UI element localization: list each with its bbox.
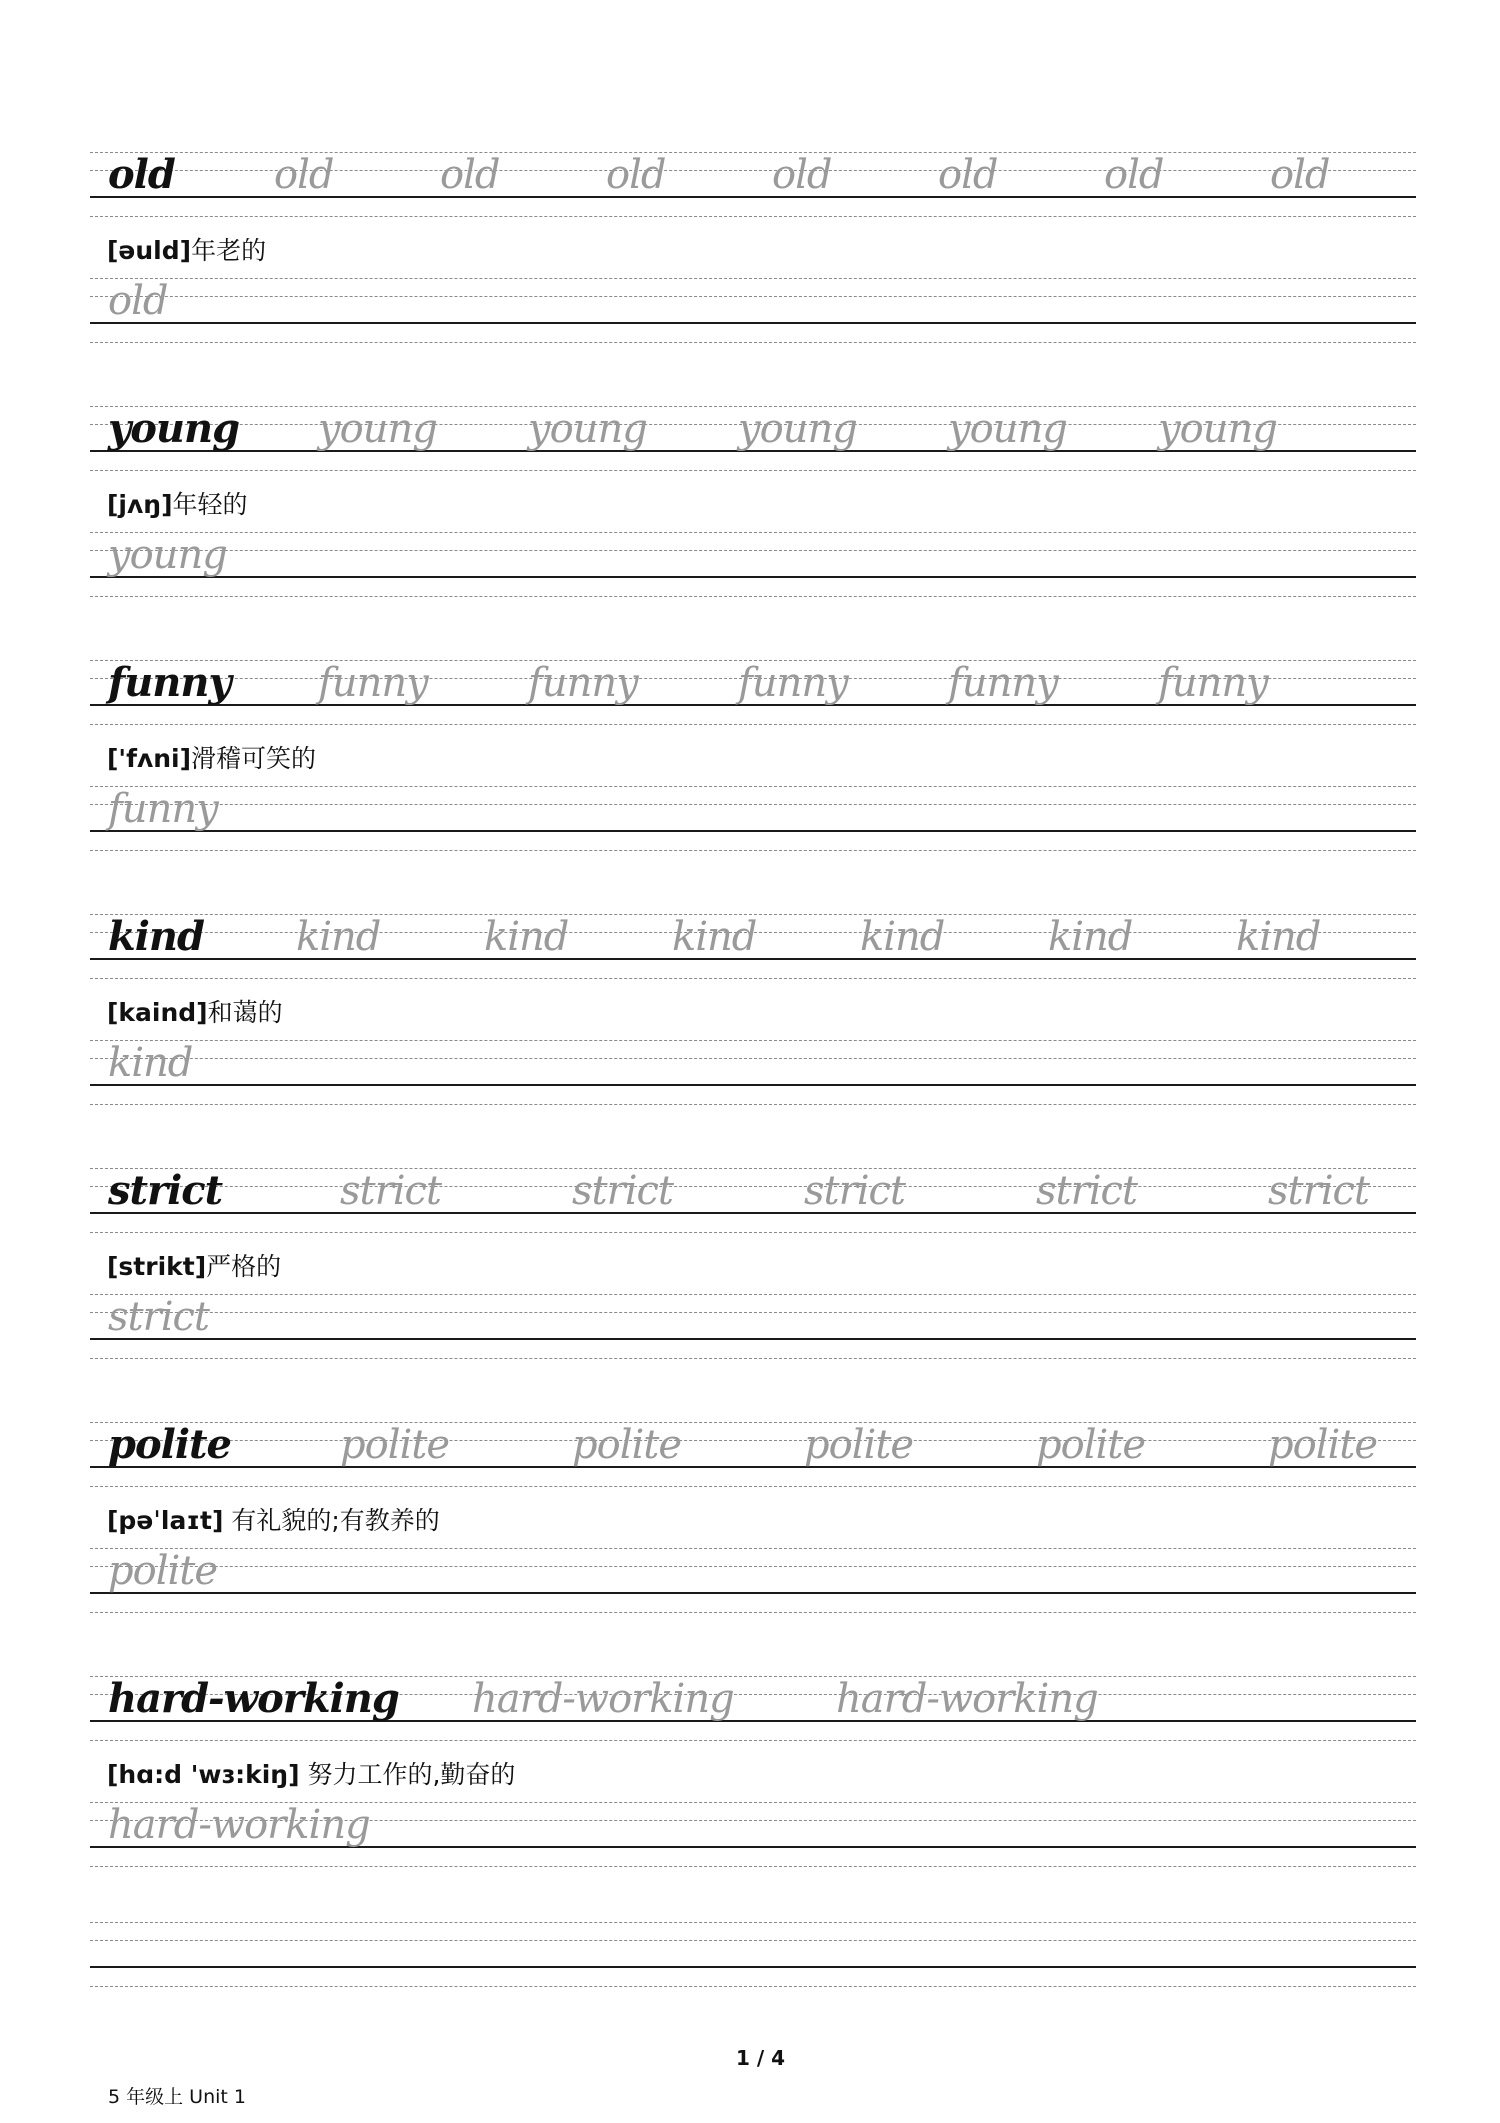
model-writing-band bbox=[90, 914, 1416, 978]
phonetic: [kaind] bbox=[107, 998, 208, 1027]
trace-word: funny bbox=[1158, 660, 1268, 706]
practice-trace-word: strict bbox=[108, 1294, 209, 1340]
phonetic-meaning bbox=[107, 742, 316, 776]
model-word: polite bbox=[108, 1421, 231, 1468]
meaning: 努力工作的,勤奋的 bbox=[299, 1760, 516, 1789]
meaning: 和蔼的 bbox=[207, 998, 283, 1027]
trace-word: kind bbox=[672, 914, 757, 960]
trace-word: hard-working bbox=[472, 1676, 734, 1722]
meaning: 年老的 bbox=[191, 236, 267, 265]
phonetic: [hɑ:d 'wɜ:kiŋ] bbox=[107, 1760, 300, 1789]
practice-writing-band bbox=[90, 1802, 1416, 1866]
practice-writing-band bbox=[90, 786, 1416, 850]
trace-word: strict bbox=[1036, 1168, 1137, 1214]
practice-writing-band bbox=[90, 278, 1416, 342]
trace-word: old bbox=[440, 152, 500, 198]
trace-word: old bbox=[606, 152, 666, 198]
trace-word: polite bbox=[572, 1422, 682, 1468]
trace-word: young bbox=[948, 406, 1067, 452]
model-word: kind bbox=[108, 913, 204, 960]
trace-word: strict bbox=[572, 1168, 673, 1214]
trace-word: funny bbox=[738, 660, 848, 706]
trace-word: funny bbox=[948, 660, 1058, 706]
trace-word: strict bbox=[340, 1168, 441, 1214]
phonetic-meaning bbox=[107, 1504, 440, 1538]
phonetic-meaning bbox=[107, 1250, 281, 1284]
phonetic: [jʌŋ] bbox=[107, 490, 173, 519]
phonetic-meaning bbox=[107, 996, 283, 1030]
meaning: 滑稽可笑的 bbox=[191, 744, 317, 773]
practice-trace-word: old bbox=[108, 278, 168, 324]
trace-word: old bbox=[274, 152, 334, 198]
trace-word: kind bbox=[1048, 914, 1133, 960]
trace-word: kind bbox=[484, 914, 569, 960]
trace-word: old bbox=[1270, 152, 1330, 198]
practice-writing-band bbox=[90, 1040, 1416, 1104]
trace-word: strict bbox=[1268, 1168, 1369, 1214]
trace-word: funny bbox=[528, 660, 638, 706]
practice-writing-band bbox=[90, 1294, 1416, 1358]
unit-label: 5 年级上 Unit 1 bbox=[108, 2086, 246, 2108]
vocab-entry-old bbox=[0, 152, 1500, 406]
phonetic: [strikt] bbox=[107, 1252, 207, 1281]
phonetic: [pəˈlaɪt] bbox=[107, 1506, 224, 1535]
practice-writing-band bbox=[90, 1548, 1416, 1612]
model-word: old bbox=[108, 151, 175, 198]
blank-practice-band bbox=[90, 1922, 1416, 1986]
meaning: 年轻的 bbox=[172, 490, 248, 519]
vocab-entry-hard-working bbox=[0, 1676, 1500, 1930]
practice-trace-word: young bbox=[108, 532, 227, 578]
trace-word: old bbox=[1104, 152, 1164, 198]
phonetic-meaning bbox=[107, 1758, 515, 1792]
trace-word: old bbox=[772, 152, 832, 198]
phonetic: [əuld] bbox=[107, 236, 192, 265]
practice-trace-word: polite bbox=[108, 1548, 218, 1594]
meaning: 严格的 bbox=[206, 1252, 282, 1281]
trace-word: young bbox=[738, 406, 857, 452]
trace-word: polite bbox=[1268, 1422, 1378, 1468]
meaning: 有礼貌的;有教养的 bbox=[223, 1506, 440, 1535]
trace-word: polite bbox=[340, 1422, 450, 1468]
model-word: strict bbox=[108, 1167, 223, 1214]
vocab-entry-young bbox=[0, 406, 1500, 660]
model-word: young bbox=[108, 405, 240, 452]
phonetic-meaning bbox=[107, 488, 248, 522]
trace-word: hard-working bbox=[836, 1676, 1098, 1722]
trace-word: old bbox=[938, 152, 998, 198]
model-writing-band bbox=[90, 406, 1416, 470]
model-word: hard-working bbox=[108, 1675, 399, 1722]
model-writing-band bbox=[90, 1676, 1416, 1740]
trace-word: young bbox=[528, 406, 647, 452]
trace-word: polite bbox=[804, 1422, 914, 1468]
practice-trace-word: kind bbox=[108, 1040, 193, 1086]
model-writing-band bbox=[90, 152, 1416, 216]
trace-word: young bbox=[1158, 406, 1277, 452]
trace-word: funny bbox=[318, 660, 428, 706]
practice-trace-word: hard-working bbox=[108, 1802, 370, 1848]
vocab-entry-kind bbox=[0, 914, 1500, 1168]
phonetic: ['fʌni] bbox=[107, 744, 192, 773]
trace-word: strict bbox=[804, 1168, 905, 1214]
vocab-entry-strict bbox=[0, 1168, 1500, 1422]
model-word: funny bbox=[108, 659, 231, 706]
practice-writing-band bbox=[90, 532, 1416, 596]
phonetic-meaning bbox=[107, 234, 266, 268]
model-writing-band bbox=[90, 1168, 1416, 1232]
model-writing-band bbox=[90, 1422, 1416, 1486]
practice-trace-word: funny bbox=[108, 786, 218, 832]
page-number: 1 / 4 bbox=[736, 2046, 786, 2070]
trace-word: kind bbox=[860, 914, 945, 960]
model-writing-band bbox=[90, 660, 1416, 724]
trace-word: kind bbox=[296, 914, 381, 960]
vocab-entry-funny bbox=[0, 660, 1500, 914]
vocab-entry-polite bbox=[0, 1422, 1500, 1676]
trace-word: young bbox=[318, 406, 437, 452]
trace-word: kind bbox=[1236, 914, 1321, 960]
trace-word: polite bbox=[1036, 1422, 1146, 1468]
